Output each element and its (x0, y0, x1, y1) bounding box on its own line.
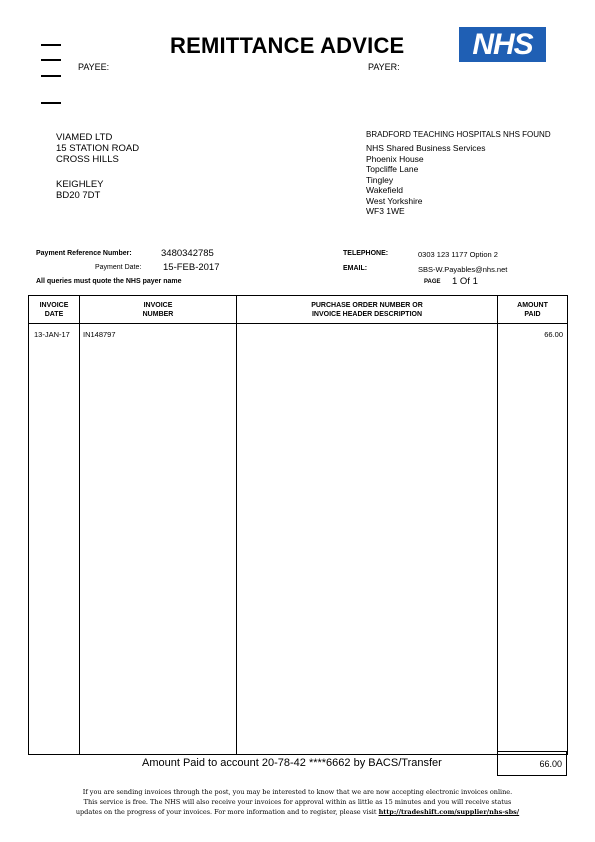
header-line: PAID (524, 310, 541, 318)
queries-note: All queries must quote the NHS payer name (36, 278, 182, 285)
total-amount: 66.00 (497, 751, 567, 776)
payer-name: BRADFORD TEACHING HOSPITALS NHS FOUND (366, 130, 551, 139)
margin-mark (41, 102, 61, 104)
cell-date: 13-JAN-17 (29, 324, 80, 755)
header-line: PURCHASE ORDER NUMBER OR (311, 301, 423, 309)
payee-line: CROSS HILLS (56, 154, 119, 165)
margin-mark (41, 59, 61, 61)
header-line: NUMBER (142, 310, 174, 318)
payee-line: KEIGHLEY (56, 179, 104, 190)
cell-amount: 66.00 (498, 324, 568, 755)
payer-line: Wakefield (366, 185, 404, 195)
payee-address (56, 132, 139, 201)
margin-mark (41, 75, 61, 77)
payment-ref-value: 3480342785 (161, 248, 214, 259)
header-line: INVOICE (143, 301, 173, 309)
header-invoice-date (29, 296, 80, 324)
payee-line: VIAMED LTD (56, 132, 113, 143)
header-description (237, 296, 498, 324)
payee-line: 15 STATION ROAD (56, 143, 140, 154)
payer-line: Tingley (366, 174, 394, 185)
payment-date-label: Payment Date: (95, 264, 142, 271)
header-invoice-number (80, 296, 237, 324)
cell-description (237, 324, 498, 755)
payee-line: BD20 7DT (56, 190, 101, 201)
payer-line: NHS Shared Business Services (366, 143, 486, 153)
payer-label: PAYER: (368, 62, 400, 72)
invoice-table (28, 295, 568, 755)
payment-ref-label: Payment Reference Number: (36, 250, 132, 257)
footer-text: updates on the progress of your invoices. For more information and to register, please visit (75, 808, 379, 816)
amount-paid-summary: Amount Paid to account 20-78-42 ****6662 by BACS/Transfer (142, 757, 442, 769)
payer-line: West Yorkshire (366, 195, 423, 206)
payee-line (56, 165, 139, 176)
payer-line: WF3 1WE (366, 206, 405, 216)
email-value: SBS-W.Payables@nhs.net (418, 265, 508, 274)
header-amount (498, 296, 568, 324)
header-line: DATE (44, 310, 64, 318)
table-header-row (29, 296, 568, 324)
header-line: INVOICE (39, 301, 69, 309)
telephone-label: TELEPHONE: (343, 250, 389, 257)
payer-address (366, 129, 551, 217)
header-line: AMOUNT (517, 301, 548, 309)
page-value: 1 Of 1 (452, 276, 478, 287)
footer-line: This service is free. The NHS will also receive your invoices for approval within as little as 15 minutes and you will receive status (83, 798, 512, 806)
page-label: PAGE (424, 279, 441, 285)
document-title: REMITTANCE ADVICE (170, 33, 405, 58)
footer-note (40, 787, 555, 817)
tradeshift-link[interactable]: http://tradeshift.com/supplier/nhs-sbs/ (378, 808, 520, 816)
nhs-logo: NHS (459, 27, 546, 62)
payer-line: Phoenix House (366, 153, 424, 164)
footer-line (40, 807, 555, 817)
footer-line: If you are sending invoices through the post, you may be interested to know that we are now accepting electronic invoices online. (82, 788, 513, 796)
header-line: INVOICE HEADER DESCRIPTION (311, 310, 423, 318)
telephone-value: 0303 123 1177 Option 2 (418, 250, 498, 259)
payer-line: Topcliffe Lane (366, 164, 419, 174)
table-row (29, 324, 568, 755)
payee-label: PAYEE: (78, 62, 110, 72)
payment-date-value: 15-FEB-2017 (163, 262, 220, 273)
cell-number: IN148797 (80, 324, 237, 755)
margin-mark (41, 44, 61, 46)
email-label: EMAIL: (343, 265, 368, 272)
